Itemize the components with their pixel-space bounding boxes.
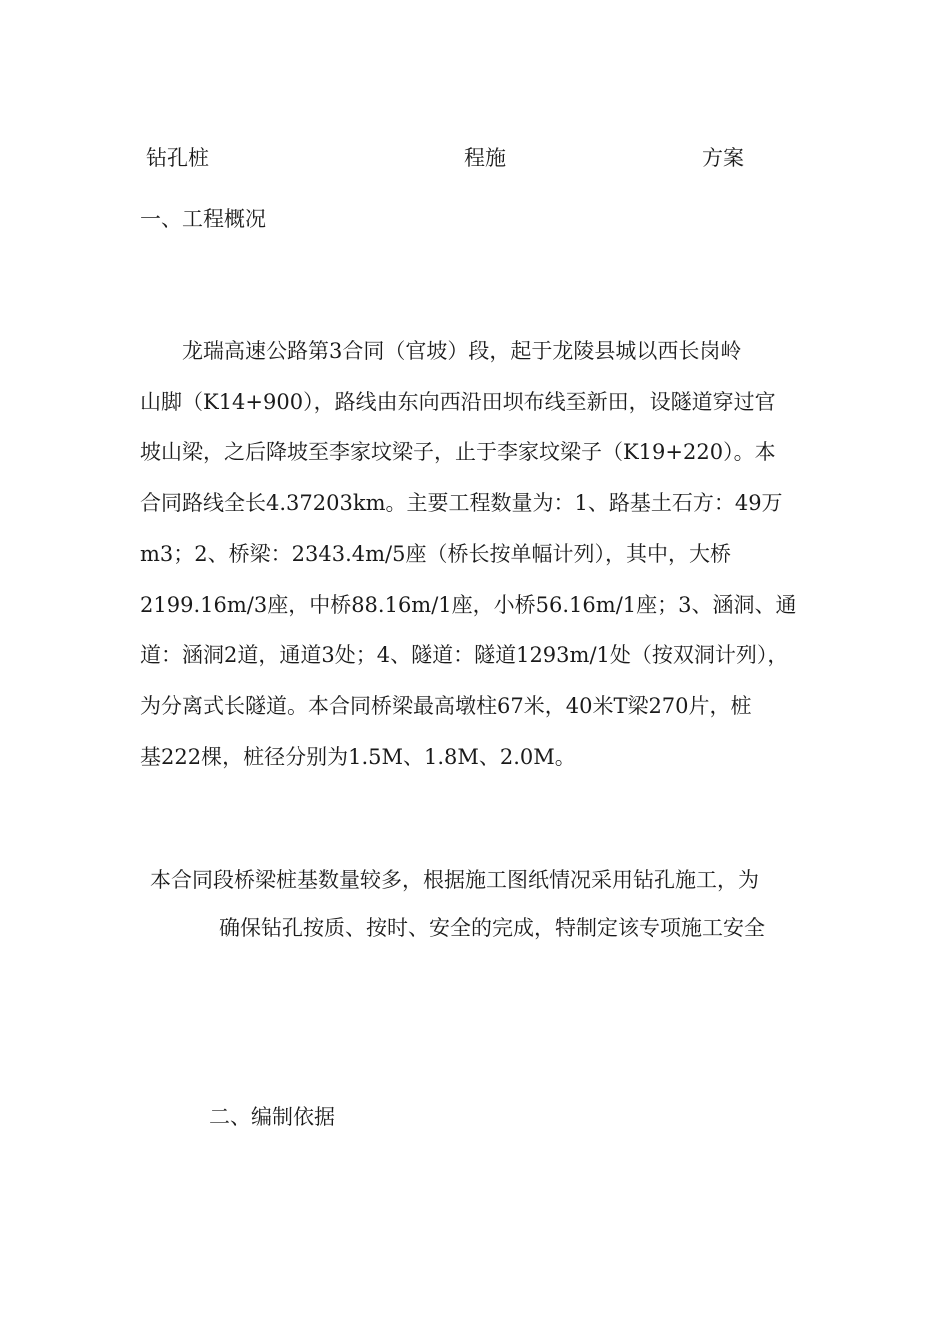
paragraph-line: 山脚（K14+900），路线由东向西沿田坝布线至新田，设隧道穿过官 xyxy=(140,389,776,414)
title-part-2: 程施 xyxy=(464,146,506,170)
paragraph-line: 基222棵，桩径分别为1.5M、1.8M、2.0M。 xyxy=(140,744,576,769)
paragraph-line: 为分离式长隧道。本合同桥梁最高墩柱67米，40米T梁270片，桩 xyxy=(140,693,752,718)
paragraph-line: m3；2、桥梁：2343.4m/5座（桥长按单幅计列），其中，大桥 xyxy=(140,541,731,566)
paragraph-line: 龙瑞高速公路第3合同（官坡）段，起于龙陵县城以西长岗岭 xyxy=(140,339,742,363)
paragraph-line: 2199.16m/3座，中桥88.16m/1座，小桥56.16m/1座；3、涵洞、通 xyxy=(140,592,797,617)
paragraph-line: 坡山梁，之后降坡至李家坟梁子，止于李家坟梁子（K19+220）。本 xyxy=(140,440,776,465)
paragraph-line: 合同路线全长4.37203km。主要工程数量为：1、路基土石方：49万 xyxy=(140,491,783,516)
paragraph-2-line-1: 本合同段桥梁桩基数量较多，根据施工图纸情况采用钻孔施工，为 xyxy=(150,868,759,892)
section-1-heading: 一、工程概况 xyxy=(140,207,266,231)
paragraph-2-line-2: 确保钻孔按质、按时、安全的完成，特制定该专项施工安全 xyxy=(219,916,765,940)
section-1-paragraph xyxy=(140,326,820,782)
title-part-3: 方案 xyxy=(702,146,744,170)
section-2-heading: 二、编制依据 xyxy=(209,1105,335,1129)
paragraph-line: 道：涵洞2道，通道3处；4、隧道：隧道1293m/1处（按双洞计列）， xyxy=(140,643,789,668)
title-part-1: 钻孔桩 xyxy=(146,146,209,170)
